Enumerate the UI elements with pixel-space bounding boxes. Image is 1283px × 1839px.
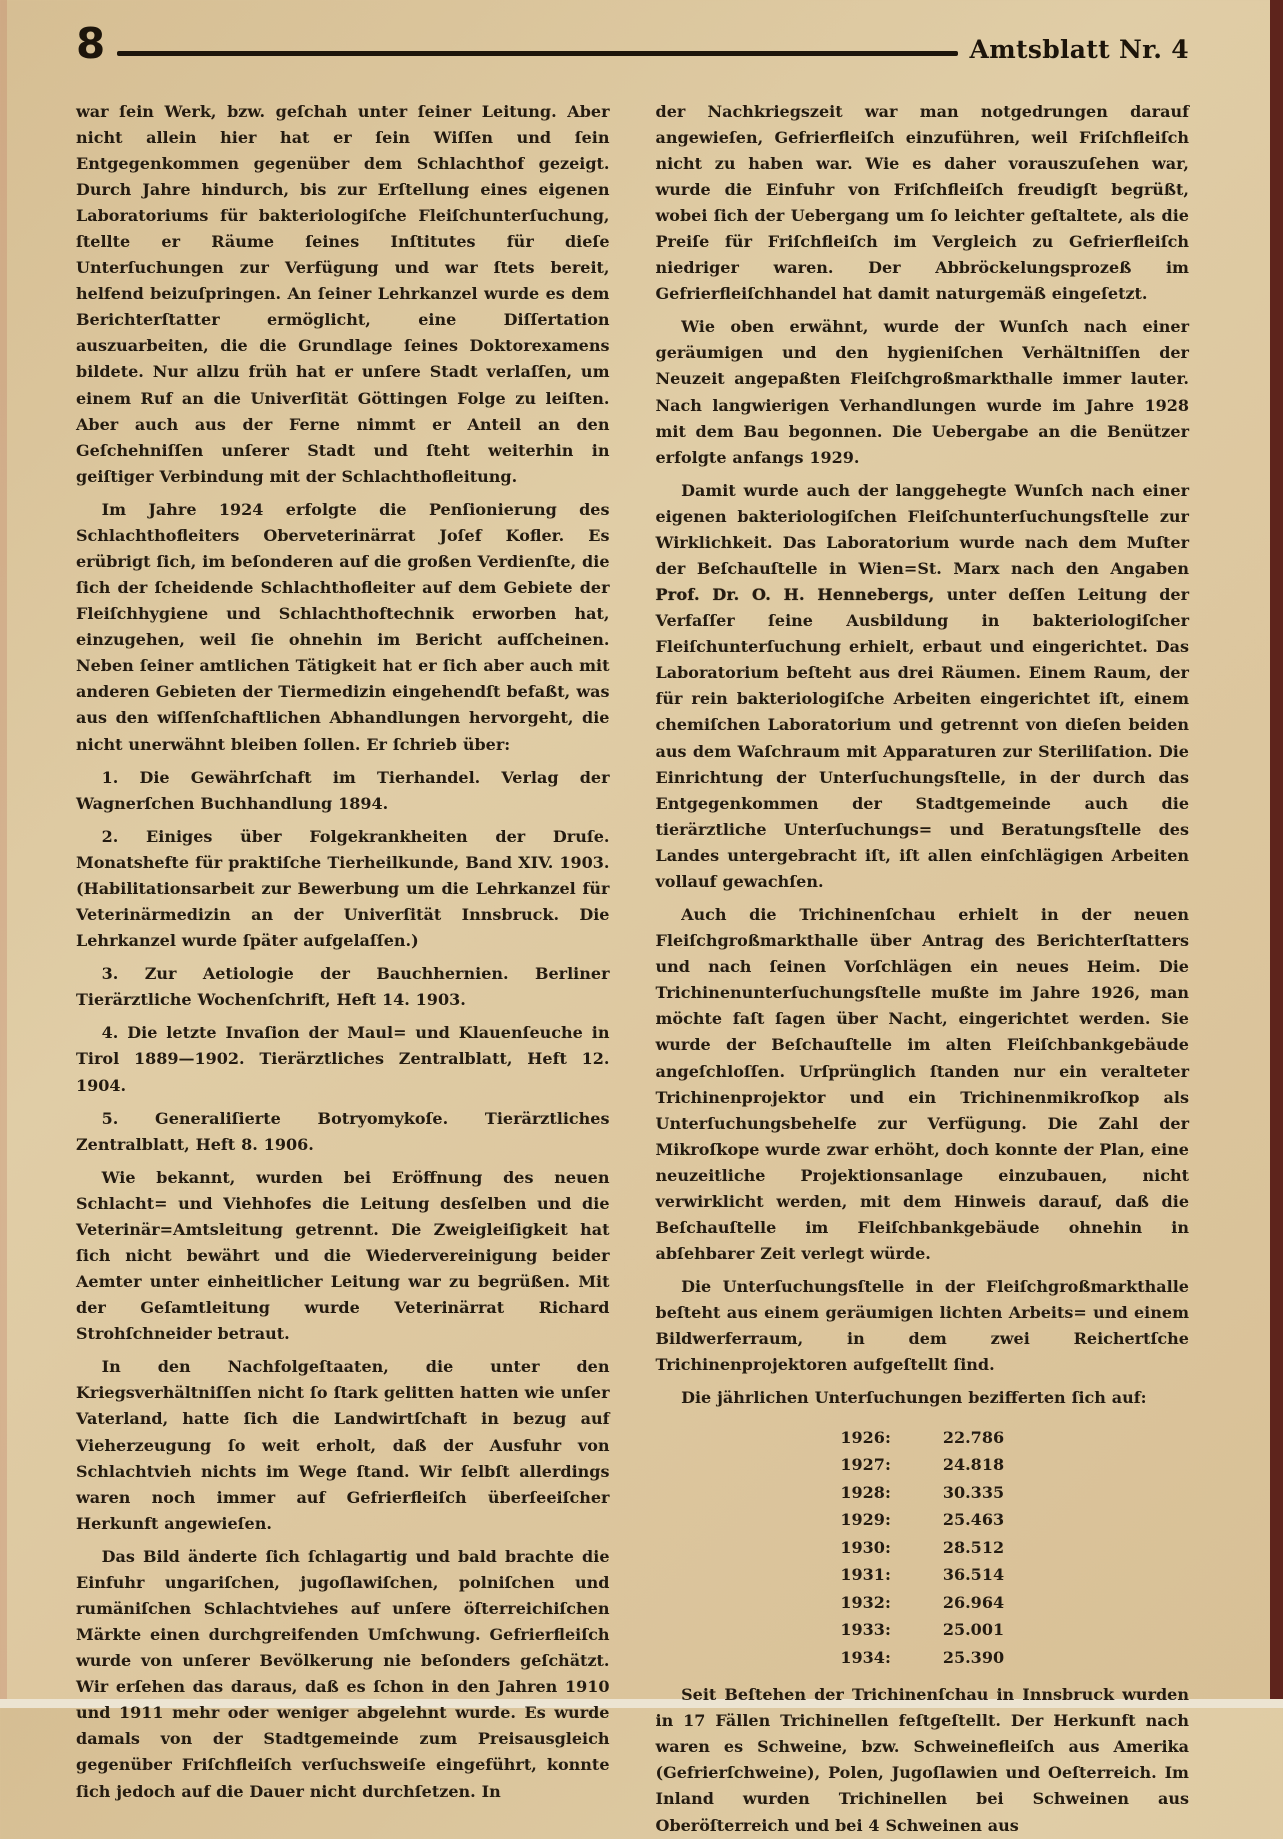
text-run: Damit wurde auch der langgehegte Wunſch nach einer eigenen bakteriologiſchen Fleiſchunterſuchungsſtelle zur Wirklichkeit. Das Laboratorium wurde nach dem Muſter der Beſchauſtelle in Wien=St. Marx nach den Angaben (655, 480, 1189, 579)
publication-item (76, 1099, 610, 1158)
text-run: Auch die Trichinenſchau erhielt in der neuen Fleiſchgroßmarkthalle über Antrag des Berichterſtatters und nach ſeinen Vorſchlägen ein neues Heim. Die Trichinenunterſuchungsſtelle mußte im Jahre 1926, man möchte faſt ſagen über Nacht, eingerichtet werden. Sie wurde der Beſchauſtelle im alten Fleiſchbankgebäude angeſchloſſen. Urſprünglich ſtanden nur ein veralteter Trichinenprojektor und ein Trichinenmikroſkop als Unterſuchungsbehelfe zur Verfügung. Die Zahl der Mikroſkope wurde zwar erhöht, doch konnte der Plan, eine neuzeitliche Projektionsanlage einzubauen, nicht verwirklicht werden, mit dem Hinweis darauf, daß die Beſchauſtelle im Fleiſchbankgebäude ohnehin in abſehbarer Zeit verlegt würde. (655, 905, 1189, 1264)
stats-count-value: 22.786 (942, 1427, 1005, 1447)
paragraph (656, 471, 1190, 895)
paragraph (656, 1675, 1190, 1838)
text-run: unter deſſen Leitung der Verfaſſer ſeine Ausbildung in bakteriologiſcher Fleiſchunterſuchung erhielt, erbaut und eingerichtet. Das Laboratorium beſteht aus drei Räumen. Einem Raum, der für rein bakteriologiſche Arbeiten eingerichtet iſt, einem chemiſchen Laboratorium und getrennt von dieſen beiden aus dem Waſchraum mit Apparaturen zur Steriliſation. Die Einrichtung der Unterſuchungsſtelle, in der durch das Entgegenkommen der Stadtgemeinde auch die tierärztliche Unterſuchungs= und Beratungsſtelle des Landes untergebracht iſt, iſt allen einſchlägigen Arbeiten vollauf gewachſen. (655, 585, 1189, 891)
paragraph (656, 307, 1190, 470)
inspection-stats-row (840, 1534, 1004, 1562)
stats-year-label: 1929: (840, 1510, 891, 1530)
paragraph (76, 1347, 610, 1537)
text-run: 3. Zur Aetiologie der Bauchhernien. Berliner Tierärztliche Wochenſchrift, Heft 14. 1903. (76, 964, 610, 1010)
inspection-stats-row (840, 1424, 1004, 1452)
stats-count-value: 24.818 (942, 1455, 1005, 1475)
text-run: 2. Einiges über Folgekrankheiten der Druſe. Monatshefte für praktiſche Tierheilkunde, Band XIV. 1903. (Habilitationsarbeit zur Bewerbung um die Lehrkanzel für Veterinärmedizin an der Univerſität Innsbruck. Die Lehrkanzel wurde ſpäter aufgelaſſen.) (76, 826, 610, 951)
stats-year-label: 1930: (840, 1537, 891, 1557)
inspection-stats-row (840, 1506, 1004, 1534)
page-number: 8 (76, 19, 106, 68)
text-run: war ſein Werk, bzw. geſchah unter ſeiner Leitung. Aber nicht allein hier hat er ſein Wiſſen und ſein Entgegenkommen gegenüber dem Schlachthof gezeigt. Durch Jahre hindurch, bis zur Erſtellung eines eigenen Laboratoriums für bakteriologiſche Fleiſchunterſuchung, ſtellte er Räume ſeines Inſtitutes für dieſe Unterſuchungen zur Verfügung und war ſtets bereit, helfend beizuſpringen. An ſeiner Lehrkanzel wurde es dem Berichterſtatter ermöglicht, eine Diſſertation auszuarbeiten, die die Grundlage ſeines Doktorexamens bildete. Nur allzu früh hat er unſere Stadt verlaſſen, um einem Ruf an die Univerſität Göttingen Folge zu leiſten. Aber auch aus der Ferne nimmt er Anteil an den Geſchehniſſen unſerer Stadt und ſteht weiterhin in geiſtiger Verbindung mit der Schlachthofleitung. (76, 101, 610, 486)
column-right (656, 92, 1190, 1839)
publication-item (76, 954, 610, 1013)
paragraph-continuation (76, 92, 610, 490)
text-run: 5. Generaliſierte Botryomykoſe. Tierärztliches Zentralblatt, Heft 8. 1906. (76, 1108, 610, 1154)
text-run: Das Bild änderte ſich ſchlagartig und bald brachte die Einfuhr ungariſchen, jugoſlawiſchen, polniſchen und rumäniſchen Schlachtviehes auf unſere öſterreichiſchen Märkte einen durchgreifenden Umſchwung. Gefrierfleiſch wurde von unſerer Bevölkerung nie beſonders geſchätzt. Wir erſehen das daraus, daß es ſchon in den Jahren 1910 und 1911 mehr oder weniger abgelehnt wurde. Es wurde damals von der Stadtgemeinde zum Preisausgleich gegenüber Friſchfleiſch verſuchsweiſe eingeführt, konnte ſich jedoch auf die Dauer nicht durchſetzen. In (76, 1546, 610, 1801)
publication-item (76, 1013, 610, 1098)
paragraph (656, 1267, 1190, 1378)
text-run: 4. Die letzte Invaſion der Maul= und Klauenſeuche in Tirol 1889—1902. Tierärztliches Zentralblatt, Heft 12. 1904. (76, 1023, 610, 1095)
stats-intro (656, 1378, 1190, 1411)
text-run: Wie bekannt, wurden bei Eröffnung des neuen Schlacht= und Viehhofes die Leitung desſelben und die Veterinär=Amtsleitung getrennt. Die Zweigleiſigkeit hat ſich nicht bewährt und die Wiedervereinigung beider Aemter unter einheitlicher Leitung war zu begrüßen. Mit der Geſamtleitung wurde Veterinärrat Richard Strohſchneider betraut. (76, 1167, 610, 1344)
stats-count-value: 36.514 (942, 1565, 1005, 1585)
stats-year-label: 1928: (840, 1482, 891, 1502)
paragraph (76, 1158, 610, 1348)
publication-item (76, 758, 610, 817)
inspection-stats-table (840, 1424, 1004, 1672)
text-run: In den Nachfolgeſtaaten, die unter den Kriegsverhältniſſen nicht ſo ſtark gelitten hatten wie unſer Vaterland, hatte ſich die Landwirtſchaft in bezug auf Vieherzeugung ſo weit erholt, daß der Ausfuhr von Schlachtvieh nichts im Wege ſtand. Wir ſelbſt allerdings waren noch immer auf Gefrierfleiſch überſeeiſcher Herkunft angewieſen. (76, 1357, 610, 1533)
text-run: Seit Beſtehen der Trichinenſchau in Innsbruck wurden in 17 Fällen Trichinellen feſtgeſtellt. Der Herkunft nach waren es Schweine, bzw. Schweinefleiſch aus Amerika (Gefrierſchweine), Polen, Jugoſlawien und Oeſterreich. Im Inland wurden Trichinellen bei Schweinen aus Oberöſterreich und bei 4 Schweinen aus (655, 1685, 1189, 1835)
stats-count-value: 25.390 (942, 1647, 1005, 1667)
masthead (76, 19, 1189, 68)
publication-item (76, 817, 610, 954)
stats-count-value: 30.335 (942, 1482, 1005, 1502)
paragraph-continuation (656, 92, 1190, 308)
masthead-rule (117, 51, 957, 56)
paragraph (76, 1537, 610, 1805)
inspection-stats-row (840, 1589, 1004, 1617)
stats-count-value: 25.001 (942, 1620, 1005, 1640)
inspection-stats-row (840, 1451, 1004, 1479)
text-columns (76, 92, 1189, 1839)
inspection-stats-row (840, 1616, 1004, 1644)
text-run: 1. Die Gewährſchaft im Tierhandel. Verlag der Wagnerſchen Buchhandlung 1894. (76, 767, 610, 813)
stats-year-label: 1932: (840, 1592, 891, 1612)
inspection-stats-row (840, 1561, 1004, 1589)
paragraph (76, 490, 610, 758)
text-run: Die Unterſuchungsſtelle in der Fleiſchgroßmarkthalle beſteht aus einem geräumigen lichten Arbeits= und einem Bildwerferraum, in dem zwei Reichertſche Trichinenprojektoren aufgeſtellt ſind. (655, 1277, 1189, 1375)
column-left (76, 92, 610, 1839)
bold-person-name: Prof. Dr. O. H. Hennebergs, (655, 585, 935, 605)
masthead-title: Amtsblatt Nr. 4 (969, 34, 1189, 64)
stats-count-value: 26.964 (942, 1592, 1005, 1612)
stats-year-label: 1934: (840, 1647, 891, 1667)
text-run: der Nachkriegszeit war man notgedrungen darauf angewieſen, Gefrierfleiſch einzuführen, weil Friſchfleiſch nicht zu haben war. Wie es daher vorauszuſehen war, wurde die Einfuhr von Friſchfleiſch freudigſt begrüßt, wobei ſich der Uebergang um ſo leichter geſtaltete, als die Preiſe für Friſchfleiſch im Vergleich zu Gefrierfleiſch niedriger waren. Der Abbröckelungsprozeß im Gefrierfleiſchhandel hat damit naturgemäß eingeſetzt. (655, 101, 1189, 304)
stats-year-label: 1927: (840, 1455, 891, 1475)
text-run: Die jährlichen Unterſuchungen bezifferten ſich auf: (681, 1388, 1147, 1408)
stats-count-value: 28.512 (942, 1537, 1005, 1557)
inspection-stats-row (840, 1644, 1004, 1672)
text-run: Im Jahre 1924 erfolgte die Penſionierung des Schlachthofleiters Oberveterinärrat Joſef Kofler. Es erübrigt ſich, im beſonderen auf die großen Verdienſte, die ſich der ſcheidende Schlachthofleiter auf dem Gebiete der Fleiſchhygiene und Schlachthoftechnik erworben hat, einzugehen, weil ſie ohnehin im Bericht aufſcheinen. Neben ſeiner amtlichen Tätigkeit hat er ſich aber auch mit anderen Gebieten der Tiermedizin eingehendſt befaßt, was aus den wiſſenſchaftlichen Abhandlungen hervorgeht, die nicht unerwähnt bleiben ſollen. Er ſchrieb über: (76, 499, 610, 754)
stats-year-label: 1933: (840, 1620, 891, 1640)
paragraph (656, 895, 1190, 1267)
text-run: Wie oben erwähnt, wurde der Wunſch nach einer geräumigen und den hygieniſchen Verhältniſſen der Neuzeit angepaßten Fleiſchgroßmarkthalle immer lauter. Nach langwierigen Verhandlungen wurde im Jahre 1928 mit dem Bau begonnen. Die Uebergabe an die Benützer erfolgte anfangs 1929. (655, 317, 1189, 467)
stats-year-label: 1931: (840, 1565, 891, 1585)
stats-count-value: 25.463 (942, 1510, 1005, 1530)
inspection-stats-row (840, 1479, 1004, 1507)
stats-year-label: 1926: (840, 1427, 891, 1447)
